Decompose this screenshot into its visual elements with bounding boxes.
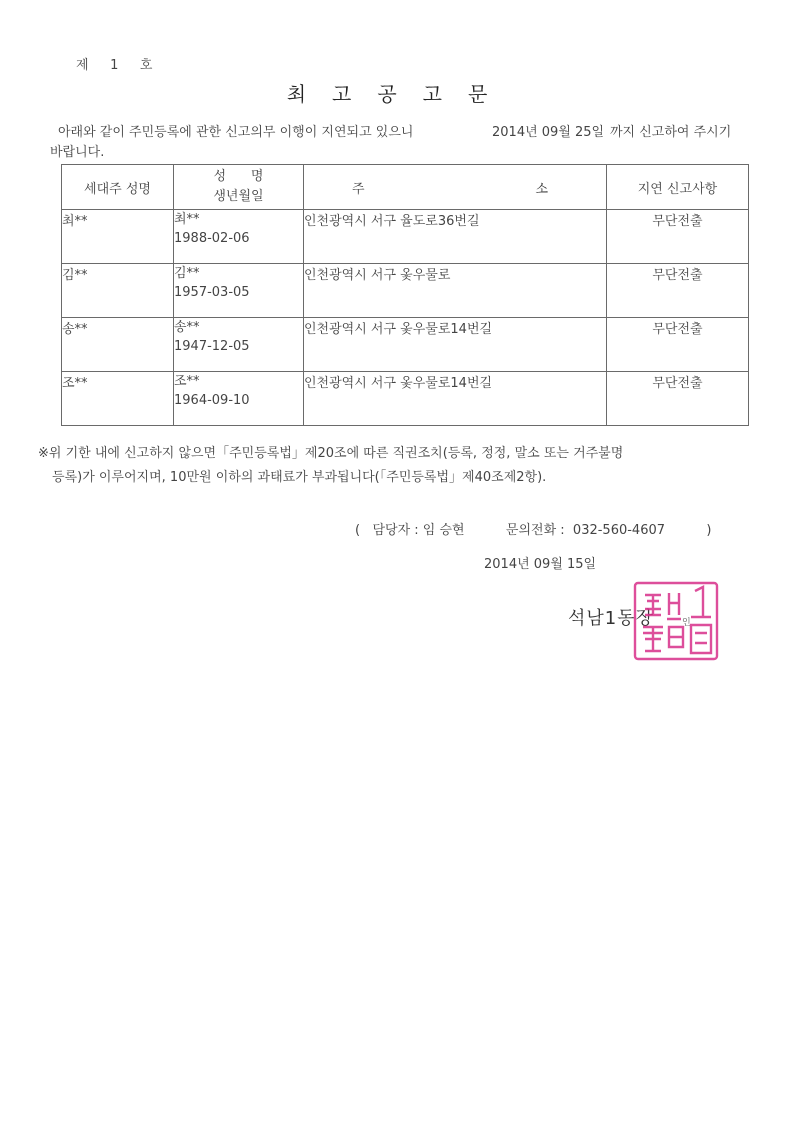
official-seal: [633, 581, 719, 661]
header-address-a: 주: [352, 181, 365, 197]
intro-text-end: 바랍니다.: [50, 145, 105, 160]
cell-name: 조**: [174, 374, 200, 389]
cell-name-birth: [174, 264, 304, 318]
cell-household-head: 송**: [62, 318, 174, 372]
table-row: [62, 210, 749, 264]
table-row: [62, 318, 749, 372]
intro-text-tail: 까지 신고하여 주시기: [610, 125, 732, 140]
cell-name: 최**: [174, 212, 200, 227]
header-name-birth: 성 명 생년월일: [174, 165, 304, 210]
deadline-date: 2014년 09월 25일: [492, 125, 605, 140]
cell-address: 인천광역시 서구 옻우물로14번길: [304, 372, 607, 426]
cell-name: 김**: [174, 266, 200, 281]
seal-mark: 인: [682, 618, 691, 628]
contact-info: ( 담당자 : 임 승현 문의전화 : 032-560-4607 ): [355, 523, 712, 538]
cell-address: 인천광역시 서구 율도로36번길: [304, 210, 607, 264]
cell-address: 인천광역시 서구 옻우물로14번길: [304, 318, 607, 372]
penalty-notice: [38, 442, 623, 490]
records-table: [61, 164, 749, 426]
header-household-head: 세대주 성명: [62, 165, 174, 210]
cell-household-head: 최**: [62, 210, 174, 264]
cell-name: 송**: [174, 320, 200, 335]
notice-line: ※위 기한 내에 신고하지 않으면「주민등록법」제20조에 따른 직권조치(등록, 정정, 말소 또는 거주불명: [38, 446, 624, 461]
cell-birth: 1964-09-10: [174, 393, 250, 408]
table-header-row: [62, 165, 749, 210]
cell-household-head: 조**: [62, 372, 174, 426]
cell-name-birth: [174, 318, 304, 372]
cell-birth: 1988-02-06: [174, 231, 250, 246]
seal-glyph-strokes: [643, 587, 711, 653]
header-delay: 지연 신고사항: [607, 165, 749, 210]
cell-household-head: 김**: [62, 264, 174, 318]
table-row: [62, 372, 749, 426]
header-address-b: 소: [535, 181, 548, 197]
table-row: [62, 264, 749, 318]
cell-name-birth: [174, 210, 304, 264]
cell-delay: 무단전출: [607, 318, 749, 372]
cell-delay: 무단전출: [607, 372, 749, 426]
cell-delay: 무단전출: [607, 264, 749, 318]
notice-line: 등록)가 이루어지며, 10만원 이하의 과태료가 부과됩니다(「주민등록법」제40조제2항).: [52, 470, 547, 485]
cell-name-birth: [174, 372, 304, 426]
intro-text: 아래와 같이 주민등록에 관한 신고의무 이행이 지연되고 있으니: [58, 125, 414, 140]
page-title: 최고공고문: [286, 82, 514, 106]
publish-date: 2014년 09월 15일: [484, 557, 597, 572]
document-number: 제 1 호: [76, 58, 154, 73]
cell-birth: 1947-12-05: [174, 339, 250, 354]
header-address: [304, 165, 607, 210]
cell-birth: 1957-03-05: [174, 285, 250, 300]
issuer-name: 석남1동장: [568, 608, 655, 629]
cell-address: 인천광역시 서구 옻우물로: [304, 264, 607, 318]
cell-delay: 무단전출: [607, 210, 749, 264]
